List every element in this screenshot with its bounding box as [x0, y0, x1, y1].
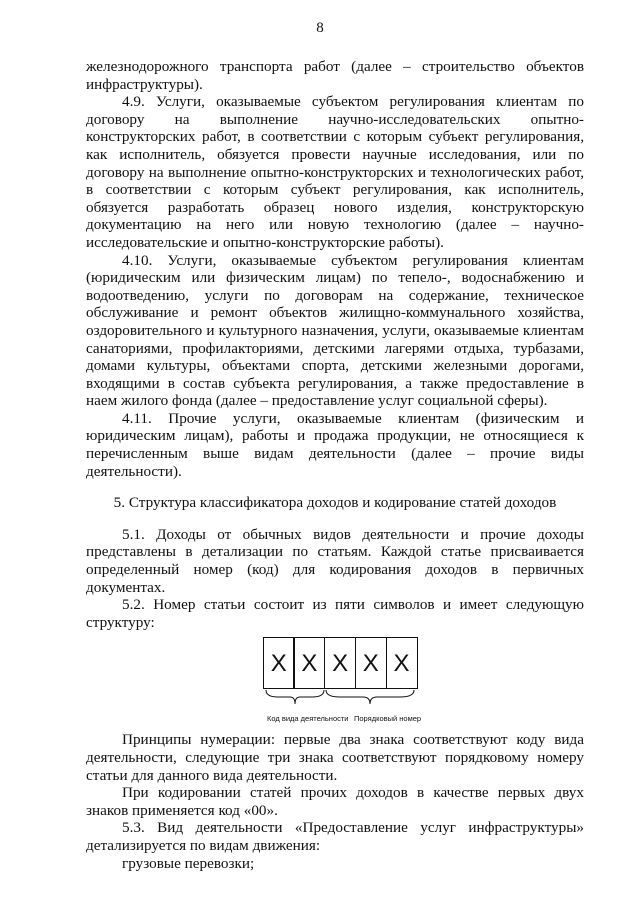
document-body [86, 58, 584, 872]
list-item-freight: грузовые перевозки; [122, 854, 255, 872]
paragraph-5-1: 5.1. Доходы от обычных видов деятельности и прочие доходы представлены в детализации по статьям. Каждой статье присваивается определенный номер (код) для кодирования доходов в первичных документах. [86, 525, 584, 596]
code-symbol-box: X [293, 637, 325, 689]
code-symbol-box: X [355, 637, 387, 689]
code-symbol-box: X [324, 637, 356, 689]
paragraph-numbering-principles: Принципы нумерации: первые два знака соответствуют коду вида деятельности, следующие три знака соответствуют порядковому номеру статьи для данного вида деятельности. [86, 731, 584, 784]
paragraph-4-11: 4.11. Прочие услуги, оказываемые клиентам (физическим и юридическим лицам), работы и продажа продукции, не относящиеся к перечисленным выше видам деятельности (далее – прочие виды деятельности). [86, 409, 584, 480]
paragraph-5-3: 5.3. Вид деятельности «Предоставление услуг инфраструктуры» детализируется по видам движения: [86, 819, 584, 854]
page-number: 8 [316, 20, 324, 36]
code-symbol-box: X [263, 637, 295, 689]
section-heading-5: 5. Структура классификатора доходов и кодирование статей доходов [113, 494, 557, 512]
paragraph-continuation: железнодорожного транспорта работ (далее – строительство объектов инфраструктуры). [86, 58, 584, 93]
paragraph-4-9: 4.9. Услуги, оказываемые субъектом регулирования клиентам по договору на выполнение научно-исследовательских опытно-конструкторских работ, в соответствии с которым субъект регулирования, как исполнитель, обязуется провести научные исследования, или по договору на выполнение опытно-конструкторских и технологических работ, в соответствии с которым субъект регулирования, как исполнитель, обязуется разработать образец нового изделия, конструкторскую документацию на него или новую технологию (далее – научно-исследовательские и опытно-конструкторские работы). [86, 93, 584, 251]
paragraph-other-income-code: При кодировании статей прочих доходов в качестве первых двух знаков применяется код «00». [86, 784, 584, 819]
paragraph-4-10: 4.10. Услуги, оказываемые субъектом регулирования клиентам (юридическим или физическим лицам) по тепело-, водоснабжению и водоотведению, услуги по договорам на содержание, техническое обслуживание и ремонт объектов жилищно-коммунального хозяйства, оздоровительного и культурного назначения, услуги, оказываемые клиентам санаториями, профилакториями, детскими лагерями отдыха, турбазами, домами культуры, объектами спорта, детскими железными дорогами, входящими в состав субъекта регулирования, а также предоставление в наем жилого фонда (далее – предоставление услуг социальной сферы). [86, 251, 584, 410]
code-structure-diagram [264, 637, 464, 724]
code-symbol-box: X [386, 637, 418, 689]
brace-lines [264, 689, 434, 709]
code-boxes [264, 637, 418, 689]
caption-activity-code: Код вида деятельности [267, 714, 349, 724]
paragraph-5-2: 5.2. Номер статьи состоит из пяти символов и имеет следующую структуру: [86, 596, 584, 631]
caption-sequence-number: Порядковый номер [354, 714, 422, 724]
